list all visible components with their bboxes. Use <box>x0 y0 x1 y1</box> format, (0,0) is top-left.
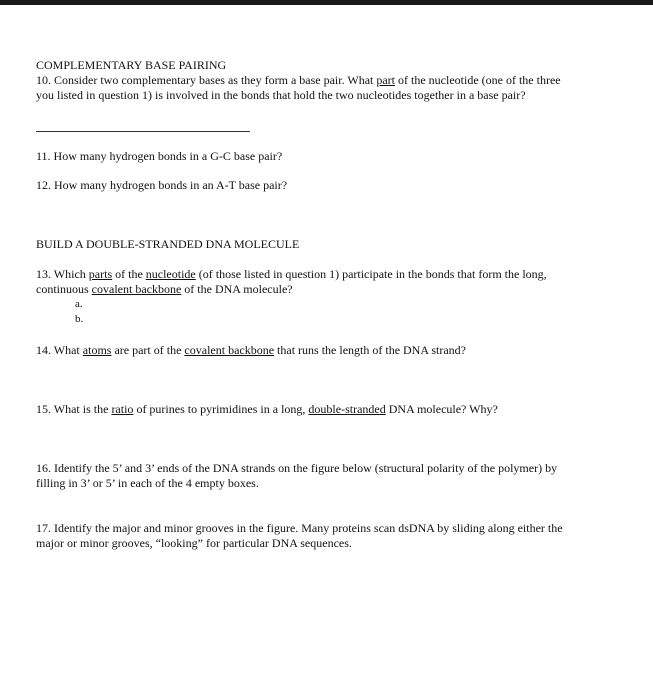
q14-text-cont: that runs the length of the DNA strand? <box>274 343 467 357</box>
q14-text: 14. What <box>36 343 83 357</box>
q10-text: 10. Consider two complementary bases as they form a base pair. What <box>36 73 377 87</box>
q15-text-mid: of purines to pyrimidines in a long, <box>133 402 309 416</box>
q13-underlined-covalent-backbone: covalent backbone <box>91 282 182 296</box>
question-12: 12. How many hydrogen bonds in an A-T base pair? <box>36 178 288 192</box>
question-17-line-1: 17. Identify the major and minor grooves in the figure. Many proteins scan dsDNA by sliding along either the <box>36 521 563 535</box>
q13-option-a: a. <box>75 298 83 310</box>
q15-underlined-ratio: ratio <box>111 402 134 416</box>
q13-text: 13. Which <box>36 267 89 281</box>
question-11: 11. How many hydrogen bonds in a G-C base pair? <box>36 149 283 163</box>
q13-underlined-nucleotide: nucleotide <box>145 267 196 281</box>
answer-blank-line <box>36 131 250 132</box>
question-13-line-1 <box>36 267 547 282</box>
q15-text-cont: DNA molecule? Why? <box>385 402 498 416</box>
question-13-line-2 <box>36 282 293 297</box>
question-10-line-1 <box>36 73 561 88</box>
q10-underlined-part: part <box>376 73 396 87</box>
q14-text-mid: are part of the <box>111 343 185 357</box>
q13-option-b: b. <box>75 313 84 325</box>
question-16-line-1: 16. Identify the 5’ and 3’ ends of the DNA strands on the figure below (structural polarity of the polymer) by <box>36 461 558 475</box>
q13-text-cont: (of those listed in question 1) participate in the bonds that form the long, <box>195 267 547 281</box>
q15-text: 15. What is the <box>36 402 112 416</box>
q13-l2-text-cont: of the DNA molecule? <box>181 282 293 296</box>
q13-text-mid: of the <box>112 267 146 281</box>
question-14 <box>36 343 466 358</box>
q13-underlined-parts: parts <box>88 267 113 281</box>
question-16-line-2: filling in 3’ or 5’ in each of the 4 empty boxes. <box>36 476 259 490</box>
q14-underlined-atoms: atoms <box>82 343 112 357</box>
question-17-line-2: major or minor grooves, “looking” for particular DNA sequences. <box>36 536 352 550</box>
q13-l2-text: continuous <box>36 282 92 296</box>
q14-underlined-covalent-backbone: covalent backbone <box>184 343 275 357</box>
q15-underlined-double-stranded: double-stranded <box>308 402 386 416</box>
q10-text-cont: of the nucleotide (one of the three <box>395 73 561 87</box>
question-10-line-2: you listed in question 1) is involved in the bonds that hold the two nucleotides together in a base pair? <box>36 88 526 102</box>
section-heading-build-dna: BUILD A DOUBLE-STRANDED DNA MOLECULE <box>36 237 300 251</box>
section-heading-complementary-base-pairing: COMPLEMENTARY BASE PAIRING <box>36 58 227 72</box>
top-border <box>0 0 653 5</box>
question-15 <box>36 402 498 417</box>
